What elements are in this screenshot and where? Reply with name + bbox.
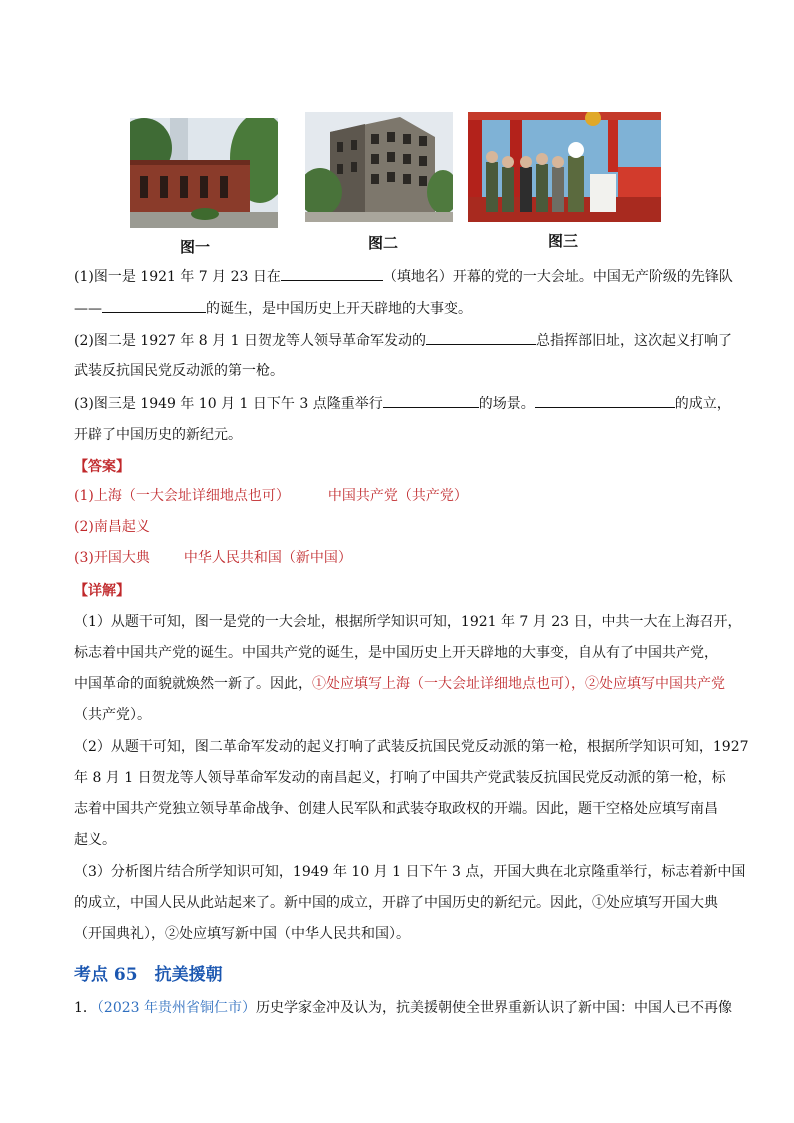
detail-p2-l4: 起义。 xyxy=(74,832,116,848)
question-2-text-b: 总指挥部旧址，这次起义打响了 xyxy=(535,333,732,349)
figure-2-caption: 图二 xyxy=(368,234,399,252)
detail-p1-l3-a: 中国革命的面貌就焕然一新了。因此， xyxy=(74,676,312,692)
blank-q3-2 xyxy=(535,393,675,408)
answer-1-part-2: 中国共产党（共产党） xyxy=(327,488,468,504)
next-question-text: 历史学家金冲及认为，抗美援朝使全世界重新认识了新中国：中国人已不再像 xyxy=(256,1000,733,1016)
question-2-line-2 xyxy=(74,361,284,381)
detail-p1-l2: 标志着中国共产党的诞生。中国共产党的诞生，是中国历史上开天辟地的大事变，自从有了中国共产党， xyxy=(74,645,718,661)
answer-3 xyxy=(74,548,352,568)
detail-p1-l3 xyxy=(74,674,725,694)
figure-1-image xyxy=(130,118,278,228)
next-question-source: （2023 年贵州省铜仁市） xyxy=(96,1000,257,1016)
detail-p3-l3: （开国典礼），②处应填写新中国（中华人民共和国）。 xyxy=(74,926,410,942)
next-question xyxy=(74,998,732,1018)
figure-1-caption: 图一 xyxy=(180,238,211,256)
answer-3-part-1: (3)开国大典 xyxy=(74,550,150,566)
question-1-text-c: —— xyxy=(74,301,102,317)
question-1-line-2 xyxy=(74,298,472,319)
figure-2-image xyxy=(305,112,453,222)
question-1-text-a: (1)图一是 1921 年 7 月 23 日在 xyxy=(74,269,281,285)
question-2-text-c: 武装反抗国民党反动派的第一枪。 xyxy=(74,363,284,379)
question-1-text-d: 的诞生，是中国历史上开天辟地的大事变。 xyxy=(206,301,472,317)
detail-p2-l2: 年 8 月 1 日贺龙等人领导革命军发动的南昌起义，打响了中国共产党武装反抗国民党反动派的第一枪，标 xyxy=(74,770,726,786)
next-question-number: 1． xyxy=(74,1000,97,1016)
answer-label: 【答案】 xyxy=(74,459,130,475)
detail-label: 【详解】 xyxy=(74,583,130,599)
question-3-line-1 xyxy=(74,393,731,414)
question-3-text-d: 开辟了中国历史的新纪元。 xyxy=(74,427,242,443)
question-2-text-a: (2)图二是 1927 年 8 月 1 日贺龙等人领导革命军发动的 xyxy=(74,333,426,349)
detail-p2-l3: 志着中国共产党独立领导革命战争、创建人民军队和武装夺取政权的开端。因此，题干空格处应填写南昌 xyxy=(74,801,718,817)
detail-p3-l1: （3）分析图片结合所学知识可知，1949 年 10 月 1 日下午 3 点，开国大典在北京隆重举行，标志着新中国 xyxy=(74,864,746,880)
figure-3-caption: 图三 xyxy=(548,232,579,250)
blank-q2-1 xyxy=(426,330,536,345)
question-1-text-b: （填地名）开幕的党的一大会址。中国无产阶级的先锋队 xyxy=(382,269,733,285)
figure-3-image xyxy=(468,112,661,222)
question-2-line-1 xyxy=(74,330,732,351)
blank-q1-1 xyxy=(281,266,383,281)
detail-p1-l3-b: ①处应填写上海（一大会址详细地点也可），②处应填写中国共产党 xyxy=(312,676,725,692)
question-3-text-c: 的成立， xyxy=(674,396,731,412)
figure-row xyxy=(0,0,794,260)
answer-1 xyxy=(74,486,468,506)
question-3-text-b: 的场景。 xyxy=(478,396,535,412)
question-1-line-1 xyxy=(74,266,733,287)
answer-2: (2)南昌起义 xyxy=(74,519,150,535)
blank-q1-2 xyxy=(102,298,206,313)
answer-3-part-2: 中华人民共和国（新中国） xyxy=(183,550,352,566)
detail-p1-l4: （共产党）。 xyxy=(74,707,151,723)
topic-heading: 考点 65 抗美援朝 xyxy=(74,965,223,985)
detail-p3-l2: 的成立，中国人民从此站起来了。新中国的成立，开辟了中国历史的新纪元。因此，①处应填写开国大典 xyxy=(74,895,718,911)
question-3-line-2 xyxy=(74,425,242,445)
question-3-text-a: (3)图三是 1949 年 10 月 1 日下午 3 点隆重举行 xyxy=(74,396,383,412)
detail-p1-l1: （1）从题干可知，图一是党的一大会址，根据所学知识可知，1921 年 7 月 23 日，中共一大在上海召开， xyxy=(74,614,742,630)
detail-p2-l1: （2）从题干可知，图二革命军发动的起义打响了武装反抗国民党反动派的第一枪，根据所学知识可知，1927 xyxy=(74,739,749,755)
answer-1-part-1: (1)上海（一大会址详细地点也可） xyxy=(74,488,290,504)
blank-q3-1 xyxy=(383,393,479,408)
